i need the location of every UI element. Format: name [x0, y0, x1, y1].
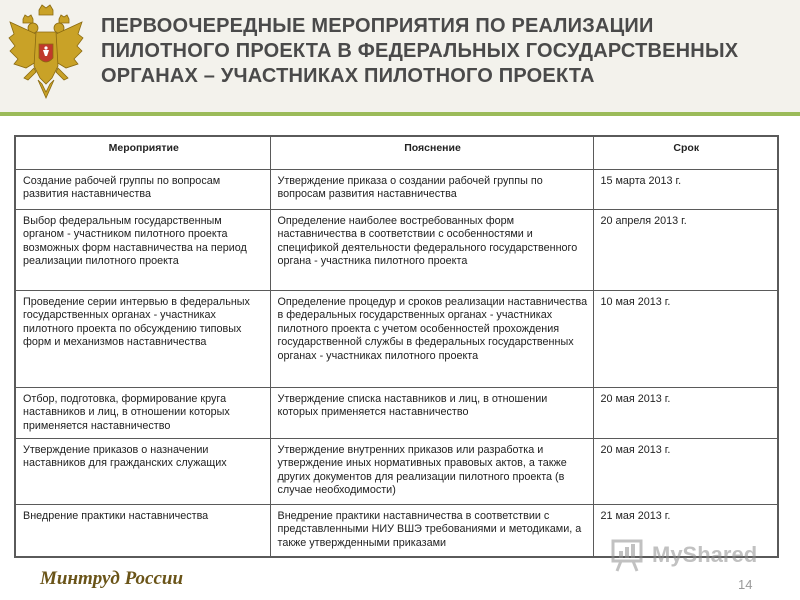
russian-coat-of-arms-icon — [6, 4, 86, 104]
measures-table — [14, 135, 779, 558]
title-line: ПЕРВООЧЕРЕДНЫЕ МЕРОПРИЯТИЯ ПО РЕАЛИЗАЦИИ — [101, 15, 654, 37]
measure-cell: Проведение серии интервью в федеральных государственных органах - участниках пилотного проекта по обсуждению типовых форм и механизмов наставничества — [15, 291, 270, 388]
table-row — [15, 439, 778, 505]
explanation-cell: Утверждение приказа о создании рабочей группы по вопросам развития наставничества — [270, 170, 593, 210]
deadline-cell: 20 апреля 2013 г. — [593, 210, 778, 291]
table-row — [15, 170, 778, 210]
column-header-explanation: Пояснение — [270, 136, 593, 170]
myshared-watermark — [610, 538, 770, 572]
table-row — [15, 210, 778, 291]
explanation-cell: Определение наиболее востребованных форм наставничества в соответствии с особенностями и спецификой деятельности федерального государственного органа - участника пилотного проекта — [270, 210, 593, 291]
header-accent-line — [0, 112, 800, 116]
table-row — [15, 388, 778, 439]
table-row — [15, 291, 778, 388]
measure-cell: Выбор федеральным государственным органом - участником пилотного проекта возможных форм наставничества на период реализации пилотного проекта — [15, 210, 270, 291]
deadline-cell: 20 мая 2013 г. — [593, 439, 778, 505]
column-header-deadline: Срок — [593, 136, 778, 170]
table-header-row — [15, 136, 778, 170]
deadline-cell: 20 мая 2013 г. — [593, 388, 778, 439]
measure-cell: Отбор, подготовка, формирование круга наставников и лиц, в отношении которых применяется наставничество — [15, 388, 270, 439]
measure-cell: Создание рабочей группы по вопросам развития наставничества — [15, 170, 270, 210]
page-number: 14 — [738, 577, 753, 592]
measure-cell: Внедрение практики наставничества — [15, 505, 270, 557]
explanation-cell: Внедрение практики наставничества в соответствии с представленными НИУ ВШЭ требованиями и методиками, а также утвержденными приказами — [270, 505, 593, 557]
footer-brand: Минтруд России — [40, 568, 184, 589]
explanation-cell: Утверждение внутренних приказов или разработка и утверждение иных нормативных правовых актов, а также других документов для реализации пилотного проекта (в случае необходимости) — [270, 439, 593, 505]
deadline-cell: 15 марта 2013 г. — [593, 170, 778, 210]
presentation-board-icon — [610, 538, 646, 572]
deadline-cell: 21 мая 2013 г. — [593, 505, 778, 557]
measure-cell: Утверждение приказов о назначении наставников для гражданских служащих — [15, 439, 270, 505]
deadline-cell: 10 мая 2013 г. — [593, 291, 778, 388]
watermark-text: MyShared — [652, 542, 758, 567]
column-header-measure: Мероприятие — [15, 136, 270, 170]
slide-title — [101, 14, 791, 89]
explanation-cell: Утверждение списка наставников и лиц, в отношении которых применяется наставничество — [270, 388, 593, 439]
title-line: ОРГАНАХ – УЧАСТНИКАХ ПИЛОТНОГО ПРОЕКТА — [101, 65, 595, 87]
title-line: ПИЛОТНОГО ПРОЕКТА В ФЕДЕРАЛЬНЫХ ГОСУДАРСТВЕННЫХ — [101, 40, 739, 62]
explanation-cell: Определение процедур и сроков реализации наставничества в федеральных государственных органах - участниках пилотного проекта с учетом особенностей прохождения государственной службы в федеральных государственных органах - участниках пилотного проекта — [270, 291, 593, 388]
